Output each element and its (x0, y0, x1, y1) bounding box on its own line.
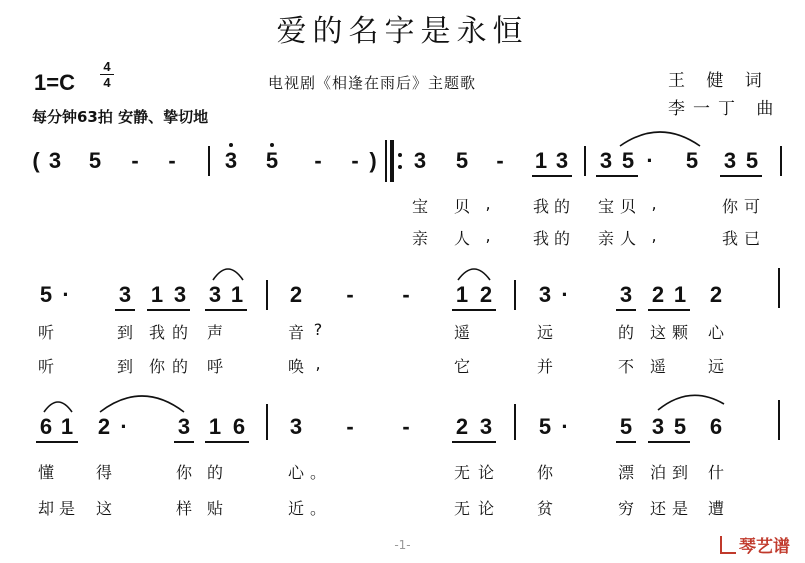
underline (616, 441, 636, 443)
underline (452, 309, 496, 311)
note: 3 (555, 148, 569, 173)
barline (266, 404, 268, 440)
lyric: 的 (171, 323, 189, 342)
time-signature (100, 60, 114, 89)
lyric: 到 (116, 323, 134, 342)
lyric: 远 (536, 323, 554, 342)
lyric: 唤 (287, 357, 305, 376)
lyric: 贝 (453, 197, 471, 216)
note: 5 (39, 282, 53, 307)
lyric: 呼 (206, 357, 224, 376)
underline (205, 441, 249, 443)
note: 1 (455, 282, 469, 307)
slur (658, 395, 724, 410)
lyric: 宝 (411, 197, 429, 216)
lyric: 亲 (411, 229, 429, 248)
lyric: 得 (95, 463, 113, 482)
note: 1 (230, 282, 244, 307)
note: 3 (479, 414, 493, 439)
slur (100, 396, 184, 412)
lyric: 这 (95, 499, 113, 518)
lyric: , (485, 226, 491, 245)
note: 3 (118, 282, 132, 307)
dot-aug: · (646, 148, 654, 173)
lyric: 远 (707, 357, 725, 376)
underline (452, 441, 496, 443)
lyric: 你 (175, 463, 193, 482)
lyric: 无 (453, 499, 471, 518)
lyric: 贴 (206, 499, 224, 518)
lyric: 贝 (619, 197, 637, 216)
lyric: 我 (721, 229, 739, 248)
note: 5 (265, 148, 279, 173)
lyric: 贫 (536, 499, 554, 518)
repeat-dot (398, 165, 402, 169)
dash: - (351, 148, 359, 173)
paren-close: ) (369, 148, 377, 173)
lyric: 这 (649, 323, 667, 342)
time-bottom: 4 (103, 75, 111, 90)
note: 3 (599, 148, 613, 173)
paren-open: ( (32, 148, 40, 173)
note: 3 (224, 148, 238, 173)
note: 1 (60, 414, 74, 439)
note: 3 (208, 282, 222, 307)
lyric: 还 (649, 499, 667, 518)
note: 3 (48, 148, 62, 173)
lyric: 漂 (617, 463, 635, 482)
lyric: ? (313, 320, 323, 339)
barline (780, 146, 782, 176)
lyric: 什 (707, 463, 725, 482)
note: 1 (208, 414, 222, 439)
lyric: 是 (58, 499, 76, 518)
lyric: 泊 (649, 463, 667, 482)
underline (720, 175, 762, 177)
dash: - (496, 148, 504, 173)
underline (648, 309, 690, 311)
slur (458, 269, 490, 280)
lyric: 遥 (649, 357, 667, 376)
lyric: , (485, 194, 491, 213)
dash: - (314, 148, 322, 173)
note: 3 (289, 414, 303, 439)
dash: - (346, 414, 354, 439)
page-number: -1- (394, 538, 411, 552)
lyric: 是 (671, 499, 689, 518)
note: 6 (39, 414, 53, 439)
slur (213, 269, 243, 280)
note: 3 (723, 148, 737, 173)
dash: - (168, 148, 176, 173)
repeat-bar-thin (385, 140, 387, 182)
note: 3 (177, 414, 191, 439)
lyric: 的 (206, 463, 224, 482)
underline (616, 309, 636, 311)
time-top: 4 (103, 59, 111, 74)
composer: 李一丁 曲 (668, 99, 782, 119)
logo-text: 琴艺谱 (739, 537, 790, 557)
barline (266, 280, 268, 310)
lyric: 无 (453, 463, 471, 482)
slur (620, 132, 700, 146)
lyric: 并 (536, 357, 554, 376)
note: 5 (673, 414, 687, 439)
dash: - (346, 282, 354, 307)
lyric: 的 (553, 229, 571, 248)
dash: - (131, 148, 139, 173)
underline (596, 175, 638, 177)
lyric: 的 (617, 323, 635, 342)
underline (205, 309, 247, 311)
lyric: 遭 (707, 499, 725, 518)
lyric: 我 (532, 197, 550, 216)
barline (208, 146, 210, 176)
note: 3 (538, 282, 552, 307)
lyric: 亲 (597, 229, 615, 248)
underline (36, 441, 78, 443)
note: 3 (651, 414, 665, 439)
lyric: 心 (707, 323, 725, 342)
lyric: 音 (287, 323, 305, 342)
dot-aug: · (561, 282, 569, 307)
note: 3 (413, 148, 427, 173)
lyric: 我 (532, 229, 550, 248)
underline (648, 441, 690, 443)
lyric: 可 (743, 197, 761, 216)
note: 5 (685, 148, 699, 173)
lyric: 不 (617, 357, 635, 376)
tempo-marking: 每分钟63拍 安静、挚切地 (32, 108, 209, 126)
lyric: 样 (175, 499, 193, 518)
barline (778, 268, 780, 308)
lyric: 宝 (597, 197, 615, 216)
lyric: 却 (37, 499, 55, 518)
lyricist: 王 健 词 (668, 71, 770, 91)
lyric: 论 (477, 463, 495, 482)
note: 5 (538, 414, 552, 439)
lyric: 听 (37, 323, 55, 342)
note: 3 (173, 282, 187, 307)
note: 2 (455, 414, 469, 439)
lyric: 懂 (37, 463, 55, 482)
note: 5 (619, 414, 633, 439)
underline (174, 441, 194, 443)
barline (514, 404, 516, 440)
lyric: 你 (721, 197, 739, 216)
note: 5 (88, 148, 102, 173)
repeat-bar-thick (390, 140, 394, 182)
note: 2 (709, 282, 723, 307)
note: 2 (651, 282, 665, 307)
barline (514, 280, 516, 310)
lyric: 。 (309, 463, 327, 482)
lyric: 论 (477, 499, 495, 518)
barline (584, 146, 586, 176)
dash: - (402, 414, 410, 439)
slur (44, 402, 72, 412)
note: 3 (619, 282, 633, 307)
note: 2 (479, 282, 493, 307)
lyric: 它 (453, 357, 471, 376)
lyric: 穷 (617, 499, 635, 518)
lyric: 近 (287, 499, 305, 518)
underline (115, 309, 135, 311)
lyric: 到 (671, 463, 689, 482)
dot-aug: · (62, 282, 70, 307)
lyric: 已 (743, 229, 761, 248)
note: 2 (97, 414, 111, 439)
note: 1 (150, 282, 164, 307)
note: 5 (455, 148, 469, 173)
lyric: 听 (37, 357, 55, 376)
site-logo[interactable] (720, 532, 790, 557)
lyric: 人 (619, 229, 637, 248)
high-octave-dot (229, 143, 233, 147)
underline (147, 309, 190, 311)
lyric: , (651, 226, 657, 245)
note: 1 (534, 148, 548, 173)
lyric: 的 (171, 357, 189, 376)
underline (532, 175, 572, 177)
lyric: 你 (148, 357, 166, 376)
lyric: , (315, 354, 321, 373)
note: 2 (289, 282, 303, 307)
key-signature: 1=C (34, 70, 75, 95)
lyric: 人 (453, 229, 471, 248)
lyric: 。 (309, 499, 327, 518)
lyric: 到 (116, 357, 134, 376)
lyric: 你 (536, 463, 554, 482)
lyric: 遥 (453, 323, 471, 342)
note: 5 (745, 148, 759, 173)
high-octave-dot (270, 143, 274, 147)
note: 5 (621, 148, 635, 173)
lyric: 声 (206, 323, 224, 342)
note: 1 (673, 282, 687, 307)
lyric: 的 (553, 197, 571, 216)
repeat-dot (398, 153, 402, 157)
lyric: 我 (148, 323, 166, 342)
note: 6 (232, 414, 246, 439)
dash: - (402, 282, 410, 307)
barline (778, 400, 780, 440)
dot-aug: · (561, 414, 569, 439)
lyric: 颗 (671, 323, 689, 342)
logo-icon (720, 536, 736, 554)
song-title: 爱的名字是永恒 (276, 14, 529, 49)
dot-aug: · (120, 414, 128, 439)
lyric: , (651, 194, 657, 213)
subtitle: 电视剧《相逢在雨后》主题歌 (268, 74, 477, 92)
lyric: 心 (287, 463, 305, 482)
note: 6 (709, 414, 723, 439)
